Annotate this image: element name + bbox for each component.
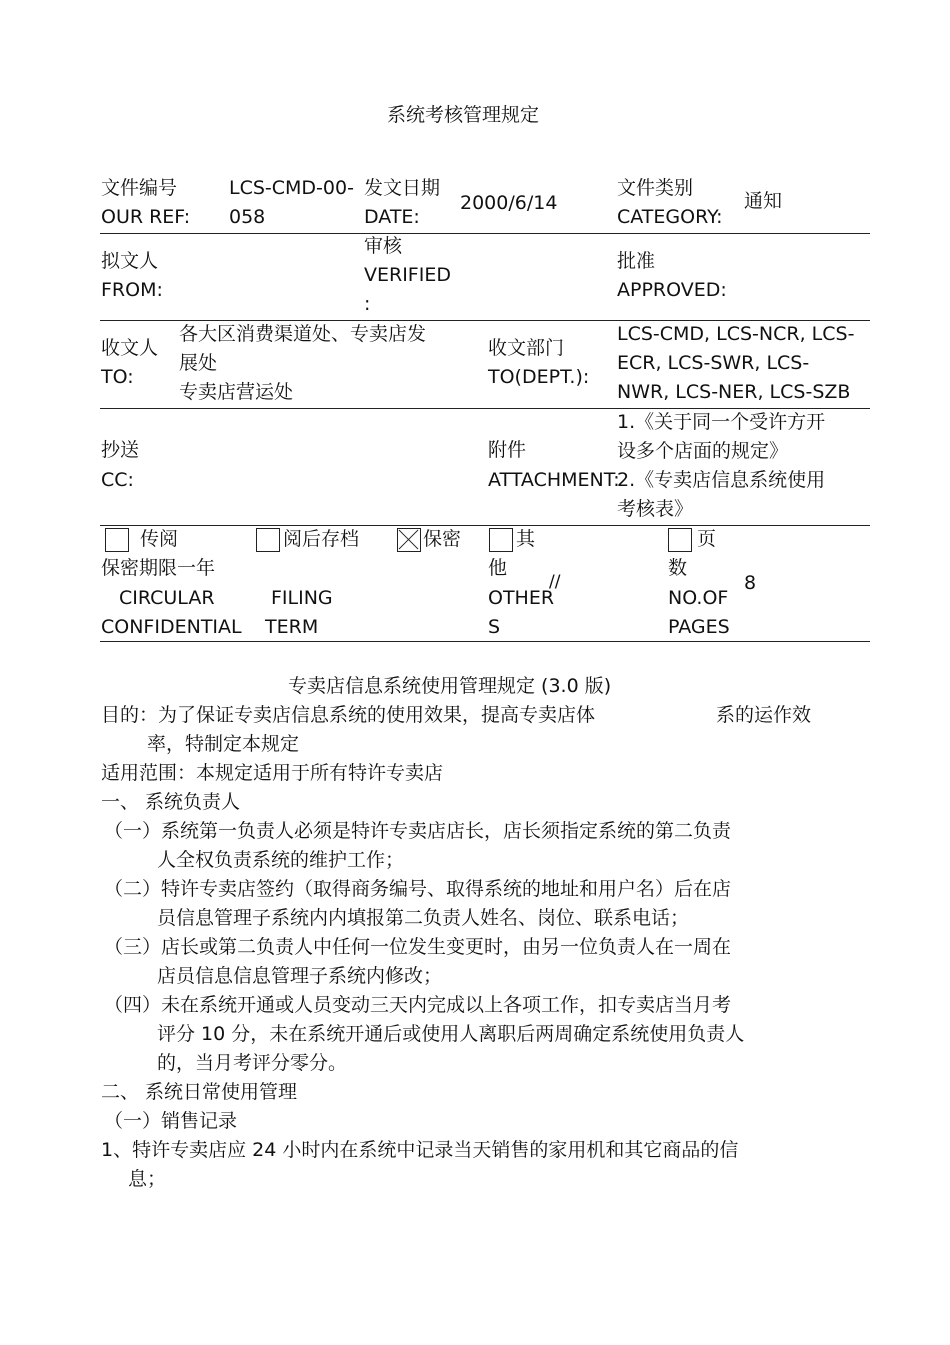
paragraph-line: 店员信息信息管理子系统内修改；: [157, 965, 443, 987]
term-label-en: TERM: [265, 616, 319, 638]
verified-label-cn: 审核: [364, 235, 403, 257]
circular-label-en: CIRCULAR: [119, 587, 215, 609]
paragraph-line: 评分 10 分，未在系统开通后或使用人离职后两周确定系统使用负责人: [157, 1023, 745, 1045]
category-label-en: CATEGORY:: [617, 206, 723, 228]
divider: [100, 641, 870, 642]
attachment-item: 设多个店面的规定》: [617, 440, 789, 462]
to-label-cn: 收文人: [101, 337, 159, 359]
approved-label-en: APPROVED:: [617, 279, 727, 301]
purpose-line: 目的：为了保证专卖店信息系统的使用效果，提高专卖店体: [101, 704, 596, 726]
dept-label-cn: 收文部门: [488, 337, 565, 359]
section-subtitle: 专卖店信息系统使用管理规定 (3.0 版): [288, 675, 612, 697]
cc-label-en: CC:: [101, 469, 134, 491]
dept-label-en: TO(DEPT.):: [488, 366, 590, 388]
other-value: //: [549, 572, 561, 592]
pages-checkbox[interactable]: [668, 528, 692, 552]
from-label-en: FROM:: [101, 279, 163, 301]
from-label-cn: 拟文人: [101, 250, 159, 272]
paragraph-line: 息；: [128, 1168, 167, 1190]
pages-label-cn: 页: [697, 528, 717, 550]
section-heading: 二、 系统日常使用管理: [101, 1081, 298, 1103]
paragraph-line: （一）系统第一负责人必须是特许专卖店店长，店长须指定系统的第二负责: [104, 820, 732, 842]
paragraph-line: 员信息管理子系统内内填报第二负责人姓名、岗位、联系电话；: [157, 907, 690, 929]
confidential-label-cn: 保密: [423, 528, 462, 550]
paragraph-line: （四）未在系统开通或人员变动三天内完成以上各项工作，扣专卖店当月考: [104, 994, 732, 1016]
confidential-term: 保密期限一年: [101, 557, 216, 579]
confidential-label-en: CONFIDENTIAL: [101, 616, 242, 638]
pages-label-cn-cont: 数: [668, 557, 688, 579]
circular-checkbox[interactable]: [105, 528, 129, 552]
attachment-item: 1.《关于同一个受许方开: [617, 411, 826, 433]
to-value-cont: 展处: [179, 352, 218, 374]
other-label-en: OTHER: [488, 587, 555, 609]
filing-checkbox[interactable]: [256, 528, 280, 552]
filing-label-cn: 阅后存档: [283, 528, 360, 550]
to-label-en: TO:: [101, 366, 134, 388]
section-heading: 一、 系统负责人: [101, 791, 241, 813]
pages-value: 8: [744, 572, 757, 594]
date-label-cn: 发文日期: [364, 177, 441, 199]
date-value: 2000/6/14: [460, 192, 558, 214]
category-value: 通知: [744, 190, 783, 212]
category-label-cn: 文件类别: [617, 177, 694, 199]
other-label-cn-cont: 他: [488, 557, 508, 579]
other-label-cn: 其: [516, 528, 536, 550]
dept-value-cont: ECR, LCS-SWR, LCS-: [617, 352, 810, 374]
confidential-checkbox[interactable]: [397, 528, 421, 552]
approved-label-cn: 批准: [617, 250, 656, 272]
ref-label-cn: 文件编号: [101, 177, 178, 199]
scope-line: 适用范围：本规定适用于所有特许专卖店: [101, 762, 444, 784]
ref-label-en: OUR REF:: [101, 206, 191, 228]
filing-label-en: FILING: [271, 587, 333, 609]
circular-label-cn: 传阅: [140, 528, 179, 550]
to-value-cont: 专卖店营运处: [179, 381, 294, 403]
pages-label-en-cont: PAGES: [668, 616, 730, 638]
purpose-line-cont: 率，特制定本规定: [147, 733, 300, 755]
attach-label-en: ATTACHMENT:: [488, 469, 620, 491]
ref-value: LCS-CMD-00-: [229, 177, 354, 199]
date-label-en: DATE:: [364, 206, 420, 228]
verified-label-en: VERIFIED: [364, 264, 451, 286]
paragraph-line: （二）特许专卖店签约（取得商务编号、取得系统的地址和用户名）后在店: [104, 878, 732, 900]
cc-label-cn: 抄送: [101, 439, 140, 461]
page-title: 系统考核管理规定: [387, 104, 540, 126]
other-checkbox[interactable]: [489, 528, 513, 552]
paragraph-line: （三）店长或第二负责人中任何一位发生变更时，由另一位负责人在一周在: [104, 936, 732, 958]
attach-label-cn: 附件: [488, 439, 527, 461]
paragraph-line: 1、特许专卖店应 24 小时内在系统中记录当天销售的家用机和其它商品的信: [101, 1139, 739, 1161]
pages-label-en: NO.OF: [668, 587, 729, 609]
subsection-heading: （一）销售记录: [104, 1110, 238, 1132]
other-label-en-cont: S: [488, 616, 501, 638]
ref-value-cont: 058: [229, 206, 266, 228]
divider: [100, 525, 870, 526]
dept-value-cont: NWR, LCS-NER, LCS-SZB: [617, 381, 851, 403]
divider: [100, 233, 870, 234]
to-value: 各大区消费渠道处、专卖店发: [179, 323, 427, 345]
attachment-item: 考核表》: [617, 498, 694, 520]
paragraph-line: 人全权负责系统的维护工作；: [157, 849, 405, 871]
attachment-item: 2.《专卖店信息系统使用: [617, 469, 826, 491]
verified-colon: :: [364, 293, 371, 315]
paragraph-line: 的，当月考评分零分。: [157, 1052, 348, 1074]
purpose-line-cont: 系的运作效: [716, 704, 812, 726]
dept-value: LCS-CMD, LCS-NCR, LCS-: [617, 323, 855, 345]
